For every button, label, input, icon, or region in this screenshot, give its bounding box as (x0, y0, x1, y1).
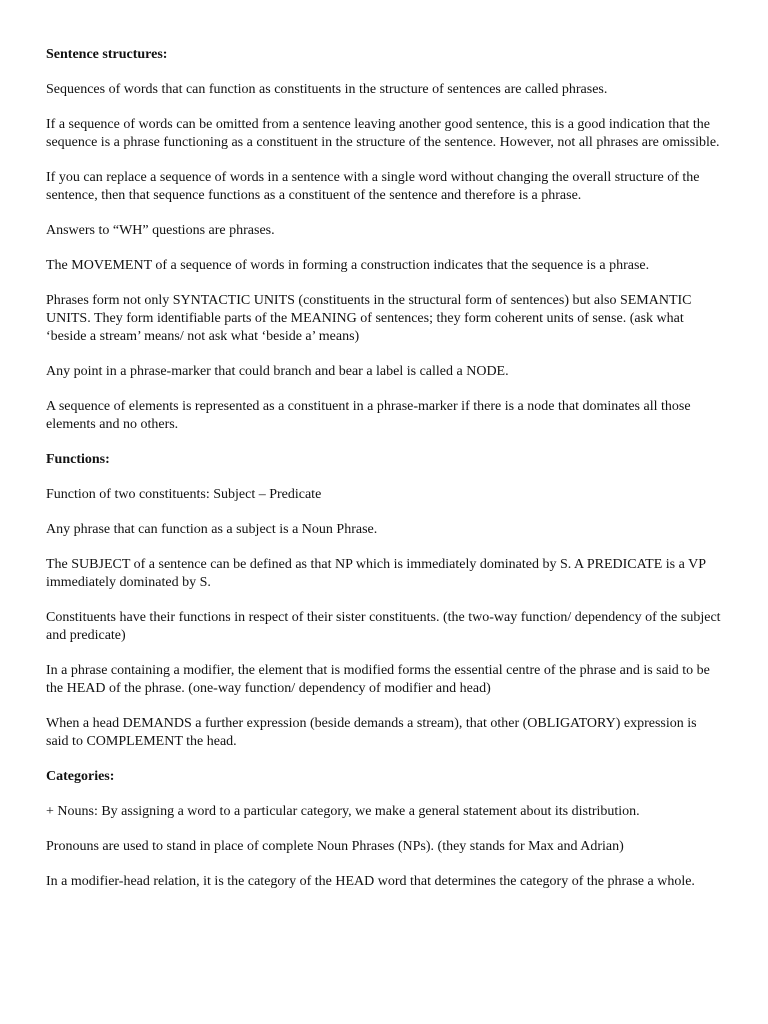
paragraph: Pronouns are used to stand in place of complete Noun Phrases (NPs). (they stands for Max and Adrian) (46, 839, 624, 854)
paragraph: Constituents have their functions in respect of their sister constituents. (the two-way function/ dependency of the subject and predicate) (46, 610, 721, 643)
paragraph: Sequences of words that can function as constituents in the structure of sentences are called phrases. (46, 82, 608, 97)
paragraph: Any point in a phrase-marker that could branch and bear a label is called a NODE. (46, 364, 509, 379)
paragraph: Phrases form not only SYNTACTIC UNITS (constituents in the structural form of sentences) but also SEMANTIC UNITS. They form identifiable parts of the MEANING of sentences; they form coherent units of sense. (ask what ‘beside a stream’ means/ not ask what ‘beside a’ means) (46, 293, 692, 344)
paragraph: In a modifier-head relation, it is the category of the HEAD word that determines the category of the phrase a whole. (46, 874, 695, 889)
paragraph: When a head DEMANDS a further expression (beside demands a stream), that other (OBLIGATORY) expression is said to COMPLEMENT the head. (46, 716, 697, 749)
paragraph: Function of two constituents: Subject – Predicate (46, 487, 322, 502)
paragraph: Any phrase that can function as a subject is a Noun Phrase. (46, 522, 378, 537)
paragraph: If a sequence of words can be omitted from a sentence leaving another good sentence, this is a good indication that the sequence is a phrase functioning as a constituent in the structure of the sentence. However, not all phrases are omissible. (46, 117, 720, 150)
paragraph: If you can replace a sequence of words in a sentence with a single word without changing the overall structure of the sentence, then that sequence functions as a constituent of the sentence and therefore is a phrase. (46, 170, 700, 203)
heading-categories: Categories: (46, 769, 115, 784)
paragraph: Answers to “WH” questions are phrases. (46, 223, 275, 238)
paragraph: The MOVEMENT of a sequence of words in forming a construction indicates that the sequence is a phrase. (46, 258, 650, 273)
heading-functions: Functions: (46, 452, 110, 467)
heading-sentence-structures: Sentence structures: (46, 47, 168, 62)
paragraph: The SUBJECT of a sentence can be defined as that NP which is immediately dominated by S. A PREDICATE is a VP immediately dominated by S. (46, 557, 706, 590)
paragraph: + Nouns: By assigning a word to a particular category, we make a general statement about its distribution. (46, 804, 640, 819)
paragraph: In a phrase containing a modifier, the element that is modified forms the essential centre of the phrase and is said to be the HEAD of the phrase. (one-way function/ dependency of modifier and head) (46, 663, 710, 696)
paragraph: A sequence of elements is represented as a constituent in a phrase-marker if there is a node that dominates all those elements and no others. (46, 399, 691, 432)
